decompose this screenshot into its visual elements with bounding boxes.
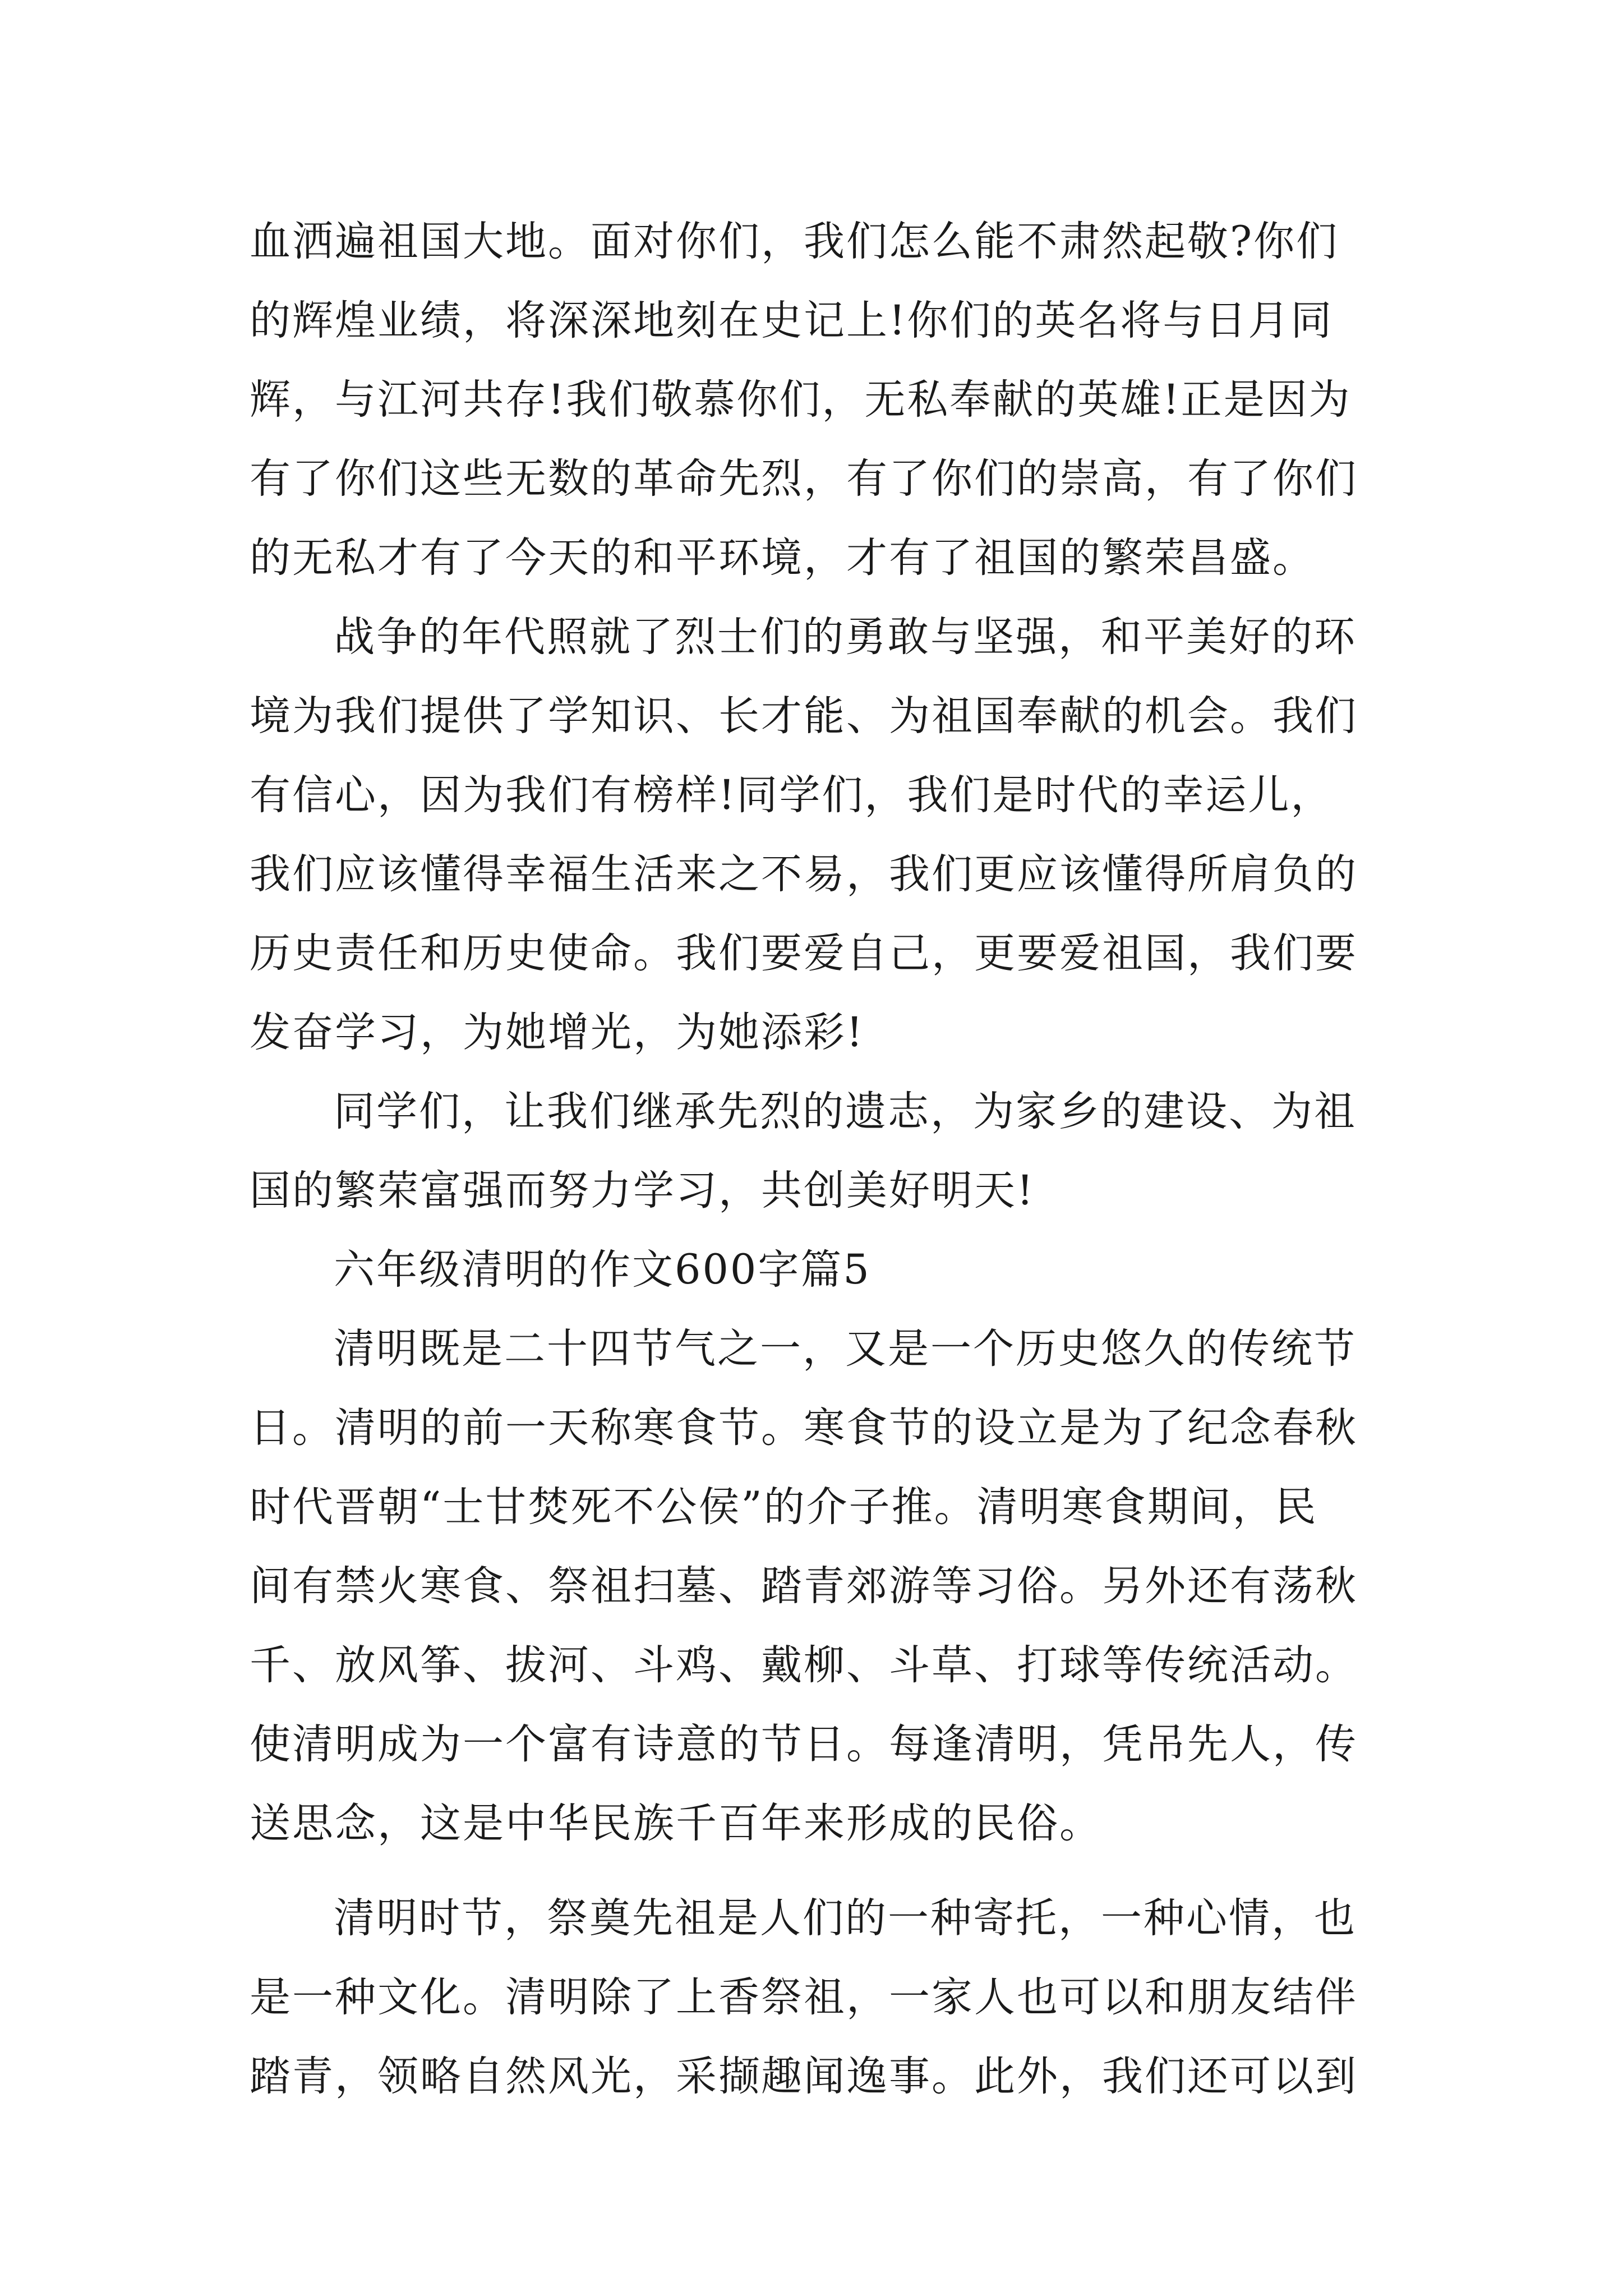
text-line: 有了你们这些无数的革命先烈，有了你们的崇高，有了你们 [250,455,1358,503]
text-line: 千、放风筝、拔河、斗鸡、戴柳、斗草、打球等传统活动。 [250,1641,1358,1689]
paragraph-first-line: 清明时节，祭奠先祖是人们的一种寄托，一种心情，也 [334,1894,1357,1942]
text-line: 的无私才有了今天的和平环境，才有了祖国的繁荣昌盛。 [250,534,1315,582]
text-line: 日。清明的前一天称寒食节。寒食节的设立是为了纪念春秋 [250,1404,1358,1452]
text-line: 时代晋朝“士甘焚死不公侯”的介子推。清明寒食期间，民 [250,1483,1318,1531]
text-line: 送思念，这是中华民族千百年来形成的民俗。 [250,1800,1102,1847]
paragraph-first-line: 同学们，让我们继承先烈的遗志，为家乡的建设、为祖 [334,1088,1357,1135]
text-line: 辉，与江河共存!我们敬慕你们，无私奉献的英雄!正是因为 [250,376,1352,424]
text-line: 使清明成为一个富有诗意的节日。每逢清明，凭吊先人，传 [250,1720,1358,1768]
text-line: 踏青，领略自然风光，采撷趣闻逸事。此外，我们还可以到 [250,2053,1358,2100]
paragraph-first-line: 战争的年代照就了烈士们的勇敢与坚强，和平美好的环 [334,613,1357,661]
paragraph-first-line: 清明既是二十四节气之一，又是一个历史悠久的传统节 [334,1325,1357,1373]
article-body [250,202,1394,2116]
section-heading: 六年级清明的作文600字篇5 [334,1246,871,1294]
text-line: 境为我们提供了学知识、长才能、为祖国奉献的机会。我们 [250,692,1358,740]
text-line: 血洒遍祖国大地。面对你们，我们怎么能不肃然起敬?你们 [250,218,1339,265]
text-line: 的辉煌业绩，将深深地刻在史记上!你们的英名将与日月同 [250,297,1334,344]
text-line: 我们应该懂得幸福生活来之不易，我们更应该懂得所肩负的 [250,850,1358,898]
text-line: 国的繁荣富强而努力学习，共创美好明天! [250,1167,1035,1214]
text-line: 发奋学习，为她增光，为她添彩! [250,1009,865,1056]
text-line: 间有禁火寒食、祭祖扫墓、踏青郊游等习俗。另外还有荡秋 [250,1562,1358,1610]
text-line: 是一种文化。清明除了上香祭祖，一家人也可以和朋友结伴 [250,1973,1358,2021]
text-line: 有信心，因为我们有榜样!同学们，我们是时代的幸运儿， [250,771,1334,819]
text-line: 历史责任和历史使命。我们要爱自己，更要爱祖国，我们要 [250,930,1358,977]
